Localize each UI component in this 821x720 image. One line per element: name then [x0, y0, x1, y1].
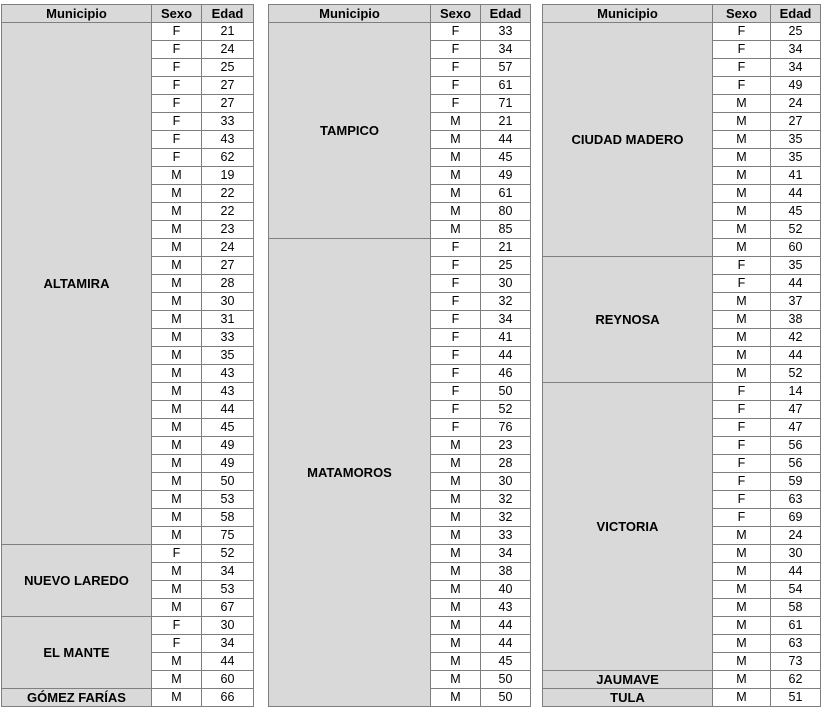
- edad-cell: 44: [771, 275, 821, 293]
- edad-cell: 53: [202, 581, 254, 599]
- sexo-cell: M: [713, 293, 771, 311]
- header-sexo: Sexo: [431, 5, 481, 23]
- sexo-cell: F: [713, 383, 771, 401]
- edad-cell: 27: [771, 113, 821, 131]
- edad-cell: 62: [202, 149, 254, 167]
- sexo-cell: M: [152, 689, 202, 707]
- sexo-cell: M: [713, 581, 771, 599]
- edad-cell: 24: [202, 41, 254, 59]
- edad-cell: 42: [771, 329, 821, 347]
- edad-cell: 45: [481, 149, 531, 167]
- edad-cell: 35: [202, 347, 254, 365]
- sexo-cell: F: [152, 59, 202, 77]
- data-table-right: [542, 4, 821, 707]
- table-row: [2, 617, 254, 635]
- sexo-cell: M: [713, 95, 771, 113]
- edad-cell: 58: [771, 599, 821, 617]
- sexo-cell: F: [431, 311, 481, 329]
- sexo-cell: M: [431, 617, 481, 635]
- sexo-cell: M: [713, 671, 771, 689]
- sexo-cell: F: [152, 23, 202, 41]
- sexo-cell: M: [431, 581, 481, 599]
- edad-cell: 23: [481, 437, 531, 455]
- edad-cell: 44: [481, 617, 531, 635]
- sexo-cell: M: [152, 455, 202, 473]
- table-row: [269, 239, 531, 257]
- sexo-cell: F: [713, 491, 771, 509]
- sexo-cell: M: [713, 221, 771, 239]
- edad-cell: 76: [481, 419, 531, 437]
- sexo-cell: F: [431, 347, 481, 365]
- sexo-cell: F: [713, 77, 771, 95]
- header-sexo: Sexo: [152, 5, 202, 23]
- edad-cell: 28: [481, 455, 531, 473]
- header-row: [543, 5, 821, 23]
- edad-cell: 21: [202, 23, 254, 41]
- edad-cell: 30: [481, 275, 531, 293]
- sexo-cell: F: [152, 77, 202, 95]
- edad-cell: 50: [481, 383, 531, 401]
- sexo-cell: M: [713, 347, 771, 365]
- edad-cell: 43: [202, 131, 254, 149]
- edad-cell: 34: [771, 41, 821, 59]
- sexo-cell: F: [431, 59, 481, 77]
- edad-cell: 21: [481, 239, 531, 257]
- sexo-cell: M: [152, 383, 202, 401]
- sexo-cell: M: [713, 131, 771, 149]
- sexo-cell: M: [152, 293, 202, 311]
- sexo-cell: M: [713, 311, 771, 329]
- sexo-cell: M: [152, 527, 202, 545]
- sexo-cell: F: [431, 401, 481, 419]
- edad-cell: 43: [202, 365, 254, 383]
- edad-cell: 43: [481, 599, 531, 617]
- sexo-cell: F: [431, 275, 481, 293]
- edad-cell: 43: [202, 383, 254, 401]
- edad-cell: 51: [771, 689, 821, 707]
- edad-cell: 30: [202, 617, 254, 635]
- edad-cell: 49: [202, 437, 254, 455]
- sexo-cell: M: [152, 671, 202, 689]
- table-row: [2, 689, 254, 707]
- edad-cell: 32: [481, 491, 531, 509]
- municipio-cell: MATAMOROS: [269, 239, 431, 707]
- edad-cell: 14: [771, 383, 821, 401]
- sexo-cell: M: [431, 653, 481, 671]
- sexo-cell: F: [431, 365, 481, 383]
- sexo-cell: M: [431, 131, 481, 149]
- sexo-cell: M: [431, 473, 481, 491]
- edad-cell: 25: [202, 59, 254, 77]
- data-table-left: [1, 4, 254, 707]
- sexo-cell: M: [713, 527, 771, 545]
- sexo-cell: M: [713, 599, 771, 617]
- table-row: [269, 23, 531, 41]
- edad-cell: 67: [202, 599, 254, 617]
- sexo-cell: F: [152, 113, 202, 131]
- sexo-cell: M: [152, 347, 202, 365]
- edad-cell: 27: [202, 95, 254, 113]
- sexo-cell: M: [431, 437, 481, 455]
- edad-cell: 53: [202, 491, 254, 509]
- sexo-cell: M: [152, 329, 202, 347]
- edad-cell: 34: [481, 311, 531, 329]
- sexo-cell: F: [152, 41, 202, 59]
- sexo-cell: F: [713, 257, 771, 275]
- edad-cell: 28: [202, 275, 254, 293]
- sexo-cell: F: [713, 473, 771, 491]
- edad-cell: 45: [481, 653, 531, 671]
- edad-cell: 30: [202, 293, 254, 311]
- sexo-cell: F: [431, 41, 481, 59]
- edad-cell: 52: [202, 545, 254, 563]
- edad-cell: 54: [771, 581, 821, 599]
- sexo-cell: F: [431, 419, 481, 437]
- sexo-cell: F: [431, 383, 481, 401]
- sexo-cell: M: [431, 545, 481, 563]
- sexo-cell: M: [713, 635, 771, 653]
- municipio-cell: REYNOSA: [543, 257, 713, 383]
- edad-cell: 24: [771, 527, 821, 545]
- sexo-cell: F: [713, 41, 771, 59]
- edad-cell: 30: [481, 473, 531, 491]
- edad-cell: 57: [481, 59, 531, 77]
- sexo-cell: F: [713, 509, 771, 527]
- edad-cell: 35: [771, 131, 821, 149]
- edad-cell: 34: [481, 545, 531, 563]
- sexo-cell: F: [431, 77, 481, 95]
- edad-cell: 50: [202, 473, 254, 491]
- sexo-cell: F: [713, 419, 771, 437]
- edad-cell: 44: [481, 347, 531, 365]
- sexo-cell: M: [152, 599, 202, 617]
- edad-cell: 75: [202, 527, 254, 545]
- sexo-cell: M: [431, 563, 481, 581]
- municipio-cell: GÓMEZ FARÍAS: [2, 689, 152, 707]
- edad-cell: 45: [771, 203, 821, 221]
- sexo-cell: F: [152, 617, 202, 635]
- edad-cell: 34: [202, 563, 254, 581]
- sexo-cell: M: [431, 113, 481, 131]
- sexo-cell: F: [713, 275, 771, 293]
- edad-cell: 21: [481, 113, 531, 131]
- edad-cell: 44: [202, 653, 254, 671]
- sexo-cell: M: [431, 635, 481, 653]
- edad-cell: 44: [481, 635, 531, 653]
- header-municipio: Municipio: [269, 5, 431, 23]
- table-row: [543, 257, 821, 275]
- municipio-cell: CIUDAD MADERO: [543, 23, 713, 257]
- sexo-cell: M: [431, 671, 481, 689]
- sexo-cell: M: [713, 203, 771, 221]
- edad-cell: 27: [202, 77, 254, 95]
- edad-cell: 34: [202, 635, 254, 653]
- edad-cell: 50: [481, 671, 531, 689]
- edad-cell: 45: [202, 419, 254, 437]
- edad-cell: 33: [481, 527, 531, 545]
- edad-cell: 56: [771, 437, 821, 455]
- edad-cell: 24: [771, 95, 821, 113]
- sexo-cell: F: [152, 545, 202, 563]
- edad-cell: 19: [202, 167, 254, 185]
- sexo-cell: F: [713, 437, 771, 455]
- edad-cell: 44: [771, 185, 821, 203]
- edad-cell: 47: [771, 419, 821, 437]
- sexo-cell: M: [152, 509, 202, 527]
- sexo-cell: M: [431, 509, 481, 527]
- sexo-cell: M: [431, 527, 481, 545]
- edad-cell: 63: [771, 491, 821, 509]
- sexo-cell: F: [713, 455, 771, 473]
- edad-cell: 49: [481, 167, 531, 185]
- sexo-cell: M: [152, 419, 202, 437]
- sexo-cell: M: [152, 221, 202, 239]
- sexo-cell: M: [152, 257, 202, 275]
- edad-cell: 52: [771, 221, 821, 239]
- edad-cell: 44: [771, 563, 821, 581]
- municipio-cell: TAMPICO: [269, 23, 431, 239]
- edad-cell: 61: [771, 617, 821, 635]
- edad-cell: 52: [771, 365, 821, 383]
- header-municipio: Municipio: [543, 5, 713, 23]
- header-edad: Edad: [202, 5, 254, 23]
- edad-cell: 35: [771, 257, 821, 275]
- edad-cell: 40: [481, 581, 531, 599]
- sexo-cell: M: [713, 365, 771, 383]
- edad-cell: 38: [771, 311, 821, 329]
- edad-cell: 34: [481, 41, 531, 59]
- municipio-cell: EL MANTE: [2, 617, 152, 689]
- edad-cell: 80: [481, 203, 531, 221]
- sexo-cell: M: [431, 203, 481, 221]
- table-row: [543, 23, 821, 41]
- sexo-cell: M: [152, 185, 202, 203]
- edad-cell: 24: [202, 239, 254, 257]
- edad-cell: 47: [771, 401, 821, 419]
- edad-cell: 58: [202, 509, 254, 527]
- sexo-cell: M: [152, 167, 202, 185]
- municipio-cell: TULA: [543, 689, 713, 707]
- edad-cell: 85: [481, 221, 531, 239]
- edad-cell: 35: [771, 149, 821, 167]
- edad-cell: 59: [771, 473, 821, 491]
- sexo-cell: M: [713, 545, 771, 563]
- edad-cell: 25: [481, 257, 531, 275]
- edad-cell: 63: [771, 635, 821, 653]
- table-row: [2, 23, 254, 41]
- sexo-cell: F: [431, 293, 481, 311]
- sexo-cell: F: [713, 23, 771, 41]
- edad-cell: 61: [481, 77, 531, 95]
- sexo-cell: M: [152, 203, 202, 221]
- edad-cell: 50: [481, 689, 531, 707]
- edad-cell: 69: [771, 509, 821, 527]
- edad-cell: 49: [202, 455, 254, 473]
- edad-cell: 41: [771, 167, 821, 185]
- edad-cell: 33: [202, 329, 254, 347]
- table-row: [543, 689, 821, 707]
- edad-cell: 38: [481, 563, 531, 581]
- edad-cell: 44: [481, 131, 531, 149]
- header-municipio: Municipio: [2, 5, 152, 23]
- edad-cell: 23: [202, 221, 254, 239]
- edad-cell: 44: [202, 401, 254, 419]
- edad-cell: 73: [771, 653, 821, 671]
- edad-cell: 60: [771, 239, 821, 257]
- sexo-cell: M: [713, 689, 771, 707]
- municipio-cell: NUEVO LAREDO: [2, 545, 152, 617]
- sexo-cell: M: [152, 401, 202, 419]
- sexo-cell: M: [431, 149, 481, 167]
- sexo-cell: M: [431, 167, 481, 185]
- sexo-cell: M: [431, 599, 481, 617]
- edad-cell: 49: [771, 77, 821, 95]
- sexo-cell: F: [152, 149, 202, 167]
- sexo-cell: M: [713, 617, 771, 635]
- municipio-cell: ALTAMIRA: [2, 23, 152, 545]
- sexo-cell: M: [431, 455, 481, 473]
- sexo-cell: M: [431, 689, 481, 707]
- sexo-cell: M: [713, 167, 771, 185]
- edad-cell: 32: [481, 509, 531, 527]
- sexo-cell: M: [152, 365, 202, 383]
- sexo-cell: M: [431, 491, 481, 509]
- sexo-cell: F: [431, 329, 481, 347]
- edad-cell: 71: [481, 95, 531, 113]
- sexo-cell: F: [152, 95, 202, 113]
- edad-cell: 33: [202, 113, 254, 131]
- sexo-cell: M: [152, 581, 202, 599]
- table-row: [543, 671, 821, 689]
- sexo-cell: M: [152, 491, 202, 509]
- sexo-cell: M: [152, 653, 202, 671]
- data-table-middle: [268, 4, 531, 707]
- sexo-cell: M: [713, 653, 771, 671]
- edad-cell: 31: [202, 311, 254, 329]
- sexo-cell: F: [431, 257, 481, 275]
- sexo-cell: M: [713, 149, 771, 167]
- sexo-cell: M: [431, 185, 481, 203]
- edad-cell: 22: [202, 185, 254, 203]
- sexo-cell: M: [713, 185, 771, 203]
- header-edad: Edad: [481, 5, 531, 23]
- sexo-cell: F: [431, 23, 481, 41]
- edad-cell: 52: [481, 401, 531, 419]
- sexo-cell: M: [713, 239, 771, 257]
- edad-cell: 61: [481, 185, 531, 203]
- header-edad: Edad: [771, 5, 821, 23]
- edad-cell: 62: [771, 671, 821, 689]
- sexo-cell: M: [152, 473, 202, 491]
- sexo-cell: M: [152, 311, 202, 329]
- sexo-cell: F: [713, 59, 771, 77]
- sexo-cell: M: [713, 563, 771, 581]
- sexo-cell: M: [152, 275, 202, 293]
- edad-cell: 60: [202, 671, 254, 689]
- table-row: [543, 383, 821, 401]
- municipio-cell: VICTORIA: [543, 383, 713, 671]
- edad-cell: 25: [771, 23, 821, 41]
- sexo-cell: F: [431, 95, 481, 113]
- sexo-cell: M: [152, 437, 202, 455]
- sexo-cell: F: [713, 401, 771, 419]
- sexo-cell: F: [431, 239, 481, 257]
- edad-cell: 30: [771, 545, 821, 563]
- edad-cell: 27: [202, 257, 254, 275]
- edad-cell: 56: [771, 455, 821, 473]
- sexo-cell: M: [152, 239, 202, 257]
- header-sexo: Sexo: [713, 5, 771, 23]
- sexo-cell: M: [152, 563, 202, 581]
- edad-cell: 37: [771, 293, 821, 311]
- edad-cell: 32: [481, 293, 531, 311]
- edad-cell: 33: [481, 23, 531, 41]
- sexo-cell: M: [713, 113, 771, 131]
- edad-cell: 44: [771, 347, 821, 365]
- sexo-cell: F: [152, 635, 202, 653]
- edad-cell: 34: [771, 59, 821, 77]
- table-row: [2, 545, 254, 563]
- header-row: [2, 5, 254, 23]
- sexo-cell: F: [152, 131, 202, 149]
- edad-cell: 46: [481, 365, 531, 383]
- edad-cell: 41: [481, 329, 531, 347]
- municipio-cell: JAUMAVE: [543, 671, 713, 689]
- sexo-cell: M: [431, 221, 481, 239]
- edad-cell: 66: [202, 689, 254, 707]
- sexo-cell: M: [713, 329, 771, 347]
- header-row: [269, 5, 531, 23]
- edad-cell: 22: [202, 203, 254, 221]
